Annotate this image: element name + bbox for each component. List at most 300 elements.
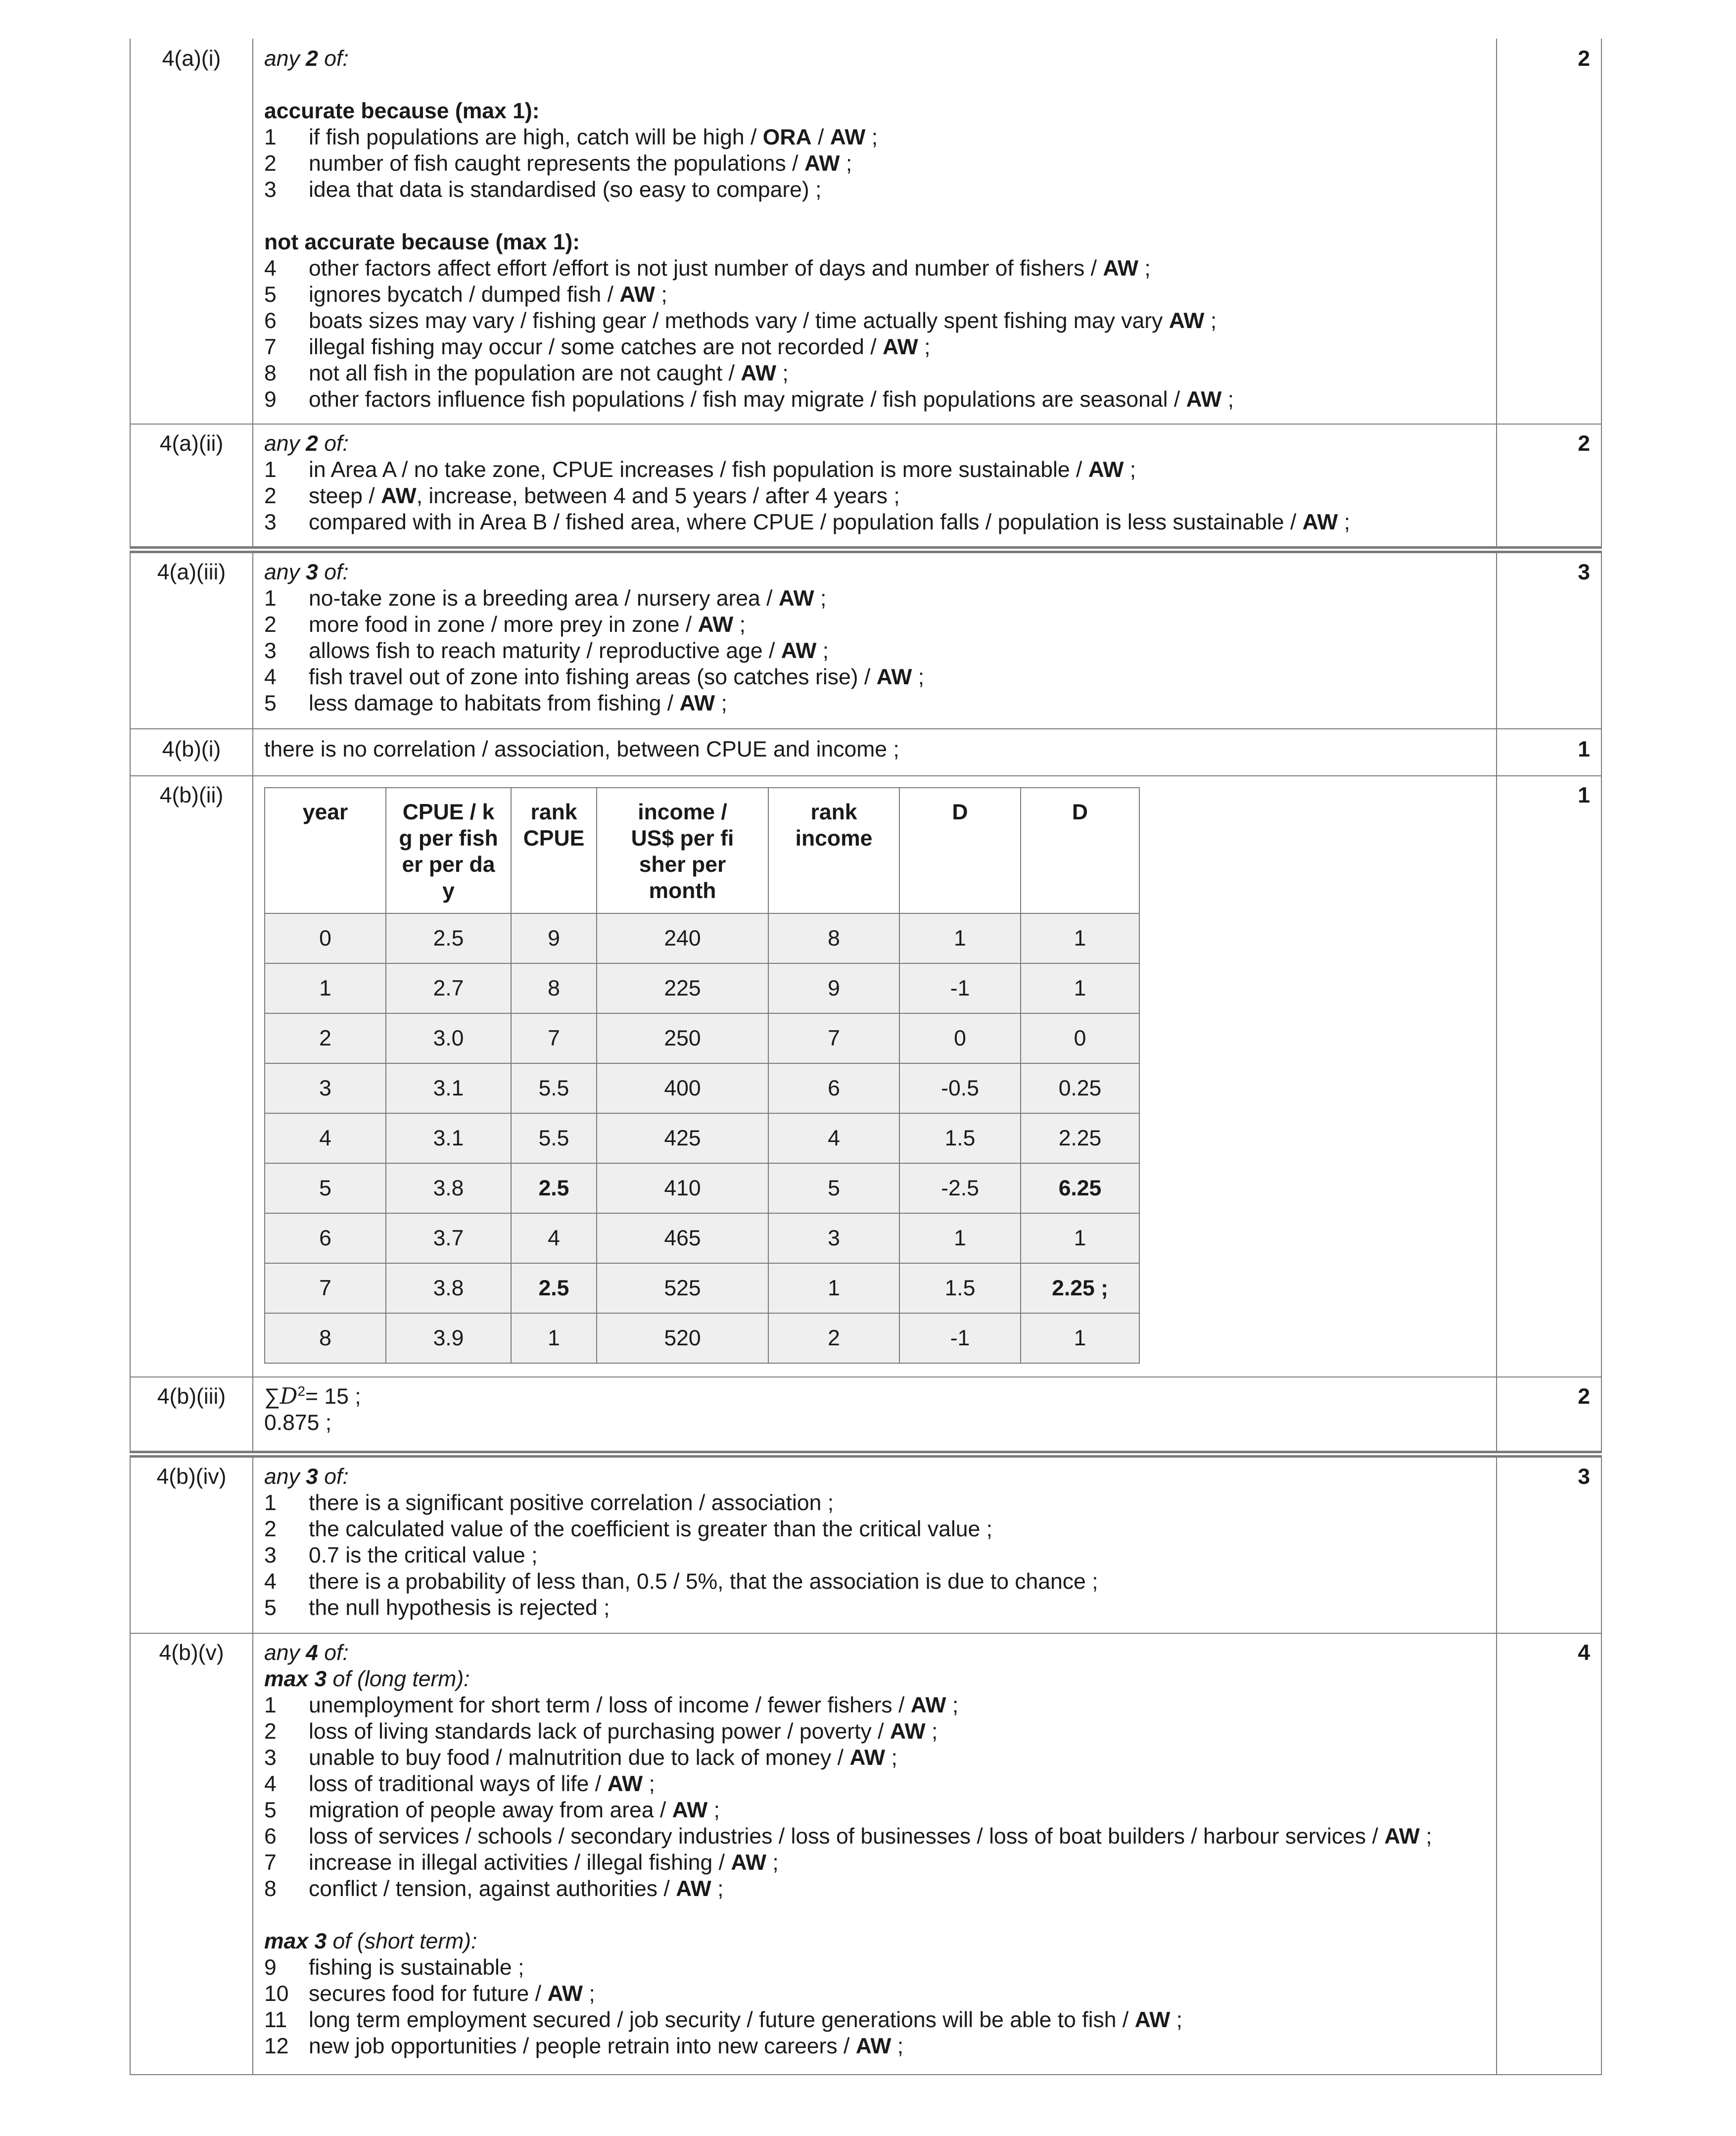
point-text-part: ; xyxy=(891,2034,904,2058)
table-cell: 410 xyxy=(597,1163,768,1213)
column-header xyxy=(511,788,597,913)
point-text-part: , increase, between 4 and 5 years / after 4 years ; xyxy=(416,484,900,508)
answer-point xyxy=(264,1490,1485,1516)
aw-marker: AW xyxy=(1302,510,1338,534)
answer-point xyxy=(264,1568,1485,1595)
aw-marker: AW xyxy=(607,1772,643,1796)
table-cell: 1 xyxy=(265,963,386,1013)
point-number: 1 xyxy=(264,125,277,149)
answer-cell xyxy=(253,39,1497,424)
point-number: 3 xyxy=(264,639,277,663)
column-header-line: rank xyxy=(530,800,577,824)
table-row xyxy=(265,1313,1139,1363)
aw-marker: AW xyxy=(547,1982,583,2006)
column-header-line: US$ per fi xyxy=(631,826,734,851)
point-number: 3 xyxy=(264,178,277,202)
aw-marker: AW xyxy=(830,125,866,149)
marks-cell xyxy=(1497,424,1601,550)
answer-content xyxy=(264,787,1485,1364)
answer-content xyxy=(264,39,1485,424)
point-text-part: new job opportunities / people retrain into new careers / xyxy=(309,2034,856,2058)
point-text-part: ; xyxy=(816,639,829,663)
answer-point xyxy=(264,612,1485,638)
point-text xyxy=(309,1981,595,2007)
column-header xyxy=(1021,788,1139,913)
aw-marker: ORA xyxy=(762,125,812,149)
aw-marker: AW xyxy=(876,665,912,689)
answer-point xyxy=(264,150,1485,177)
answer-point xyxy=(264,2033,1485,2059)
instruction-part: any xyxy=(264,431,306,456)
mark-scheme-table xyxy=(130,39,1602,2075)
table-cell: 2.5 xyxy=(511,1263,597,1313)
point-text xyxy=(309,638,829,664)
answer-point xyxy=(264,1771,1485,1797)
table-cell: 0 xyxy=(899,1013,1021,1063)
point-text xyxy=(309,1692,958,1718)
answer-point xyxy=(264,1876,1485,1902)
column-header-line: year xyxy=(302,800,348,824)
point-number: 1 xyxy=(264,1491,277,1515)
point-number: 8 xyxy=(264,1877,277,1901)
answer-point xyxy=(264,509,1485,535)
question-number-cell xyxy=(130,1633,253,2075)
aw-marker: AW xyxy=(679,691,715,715)
point-number: 5 xyxy=(264,1596,277,1620)
question-number: 4(a)(i) xyxy=(162,47,221,71)
point-text xyxy=(309,1595,610,1621)
point-text-part: long term employment secured / job security / future generations will be able to fish / xyxy=(309,2008,1135,2032)
table-header-row xyxy=(265,788,1139,913)
question-row xyxy=(130,424,1601,550)
point-text-part: unable to buy food / malnutrition due to lack of money / xyxy=(309,1746,850,1770)
point-text-part: more food in zone / more prey in zone / xyxy=(309,613,698,637)
column-header-line: month xyxy=(649,879,716,903)
answer-cell xyxy=(253,1454,1497,1633)
question-number: 4(b)(i) xyxy=(162,737,221,761)
table-row xyxy=(265,1213,1139,1263)
marks-value: 2 xyxy=(1578,47,1590,71)
instruction xyxy=(264,46,1485,72)
point-text xyxy=(309,386,1234,413)
point-number: 7 xyxy=(264,335,277,359)
column-header-line: CPUE / k xyxy=(402,800,495,824)
table-row xyxy=(265,963,1139,1013)
coefficient-value: 0.875 ; xyxy=(264,1411,332,1435)
sub-instruction-max: max 3 xyxy=(264,1667,327,1691)
instruction-count: 3 xyxy=(306,560,318,584)
point-text-part: ; xyxy=(1138,256,1151,281)
answer-point xyxy=(264,1542,1485,1568)
point-number: 2 xyxy=(264,613,277,637)
spearman-rank-table xyxy=(264,787,1140,1364)
table-cell: 8 xyxy=(768,913,899,963)
point-number: 6 xyxy=(264,1824,277,1849)
sub-instruction xyxy=(264,1928,1485,1954)
question-number: 4(a)(ii) xyxy=(159,431,224,456)
point-text-part: less damage to habitats from fishing / xyxy=(309,691,680,715)
point-number: 4 xyxy=(264,256,277,281)
question-number-cell xyxy=(130,1454,253,1633)
point-text-part: ; xyxy=(711,1877,724,1901)
aw-marker: AW xyxy=(883,335,918,359)
point-text xyxy=(309,1490,834,1516)
point-number: 1 xyxy=(264,458,277,482)
point-number: 2 xyxy=(264,484,277,508)
column-header-line: g per fish xyxy=(399,826,498,851)
point-text xyxy=(309,457,1136,483)
marks-cell xyxy=(1497,39,1601,424)
point-text-part: fish travel out of zone into fishing areas (so catches rise) / xyxy=(309,665,877,689)
spacer xyxy=(264,203,1485,229)
point-text-part: loss of traditional ways of life / xyxy=(309,1772,608,1796)
table-cell: 1.5 xyxy=(899,1113,1021,1163)
table-cell: 1 xyxy=(1021,963,1139,1013)
column-header-line: sher per xyxy=(639,853,726,877)
table-cell: 1 xyxy=(1021,1213,1139,1263)
point-text xyxy=(309,124,878,150)
point-text xyxy=(309,1771,655,1797)
sum-value: = 15 ; xyxy=(305,1384,361,1409)
table-cell: -1 xyxy=(899,1313,1021,1363)
table-cell: 5 xyxy=(768,1163,899,1213)
table-cell: 9 xyxy=(511,913,597,963)
aw-marker: AW xyxy=(380,484,417,508)
point-text xyxy=(309,360,789,386)
point-text xyxy=(309,483,900,509)
table-cell: 1 xyxy=(899,913,1021,963)
point-text-part: the calculated value of the coefficient is greater than the critical value ; xyxy=(309,1517,992,1541)
point-text-part: loss of services / schools / secondary industries / loss of businesses / loss of boat builders / harbour services / xyxy=(309,1824,1385,1849)
point-number: 9 xyxy=(264,1955,277,1980)
point-text-part: ; xyxy=(912,665,925,689)
answer-point xyxy=(264,1797,1485,1823)
answer-point xyxy=(264,1692,1485,1718)
point-text-part: ; xyxy=(918,335,931,359)
point-text xyxy=(309,334,930,360)
point-text xyxy=(309,690,727,716)
answer-cell xyxy=(253,1633,1497,2075)
sum-variable: D xyxy=(280,1384,298,1409)
table-cell: 1 xyxy=(1021,1313,1139,1363)
point-number: 12 xyxy=(264,2034,289,2058)
question-row xyxy=(130,550,1601,729)
point-text-part: ; xyxy=(946,1693,959,1717)
point-number: 1 xyxy=(264,586,277,611)
table-cell: 1 xyxy=(511,1313,597,1363)
question-row xyxy=(130,1454,1601,1633)
aw-marker: AW xyxy=(741,361,776,385)
point-number: 2 xyxy=(264,1719,277,1744)
answer-point xyxy=(264,664,1485,690)
table-cell: 1 xyxy=(768,1263,899,1313)
aw-marker: AW xyxy=(1169,309,1205,333)
table-row xyxy=(265,1263,1139,1313)
marks-value: 1 xyxy=(1578,737,1590,761)
point-text-part: ; xyxy=(1338,510,1350,534)
instruction xyxy=(264,1464,1485,1490)
point-text xyxy=(309,1823,1432,1850)
table-row xyxy=(265,1113,1139,1163)
table-cell: 1.5 xyxy=(899,1263,1021,1313)
question-number: 4(b)(iv) xyxy=(156,1465,227,1489)
answer-cell xyxy=(253,729,1497,776)
point-number: 9 xyxy=(264,387,277,412)
point-text xyxy=(309,1745,897,1771)
table-cell: 8 xyxy=(265,1313,386,1363)
answer-cell xyxy=(253,1377,1497,1454)
table-cell: 5.5 xyxy=(511,1113,597,1163)
point-text xyxy=(309,1516,992,1542)
point-text-part: steep / xyxy=(309,484,381,508)
answer-point xyxy=(264,1595,1485,1621)
point-text-part: increase in illegal activities / illegal fishing / xyxy=(309,1851,731,1875)
point-text-part: unemployment for short term / loss of income / fewer fishers / xyxy=(309,1693,911,1717)
spacer xyxy=(264,72,1485,98)
point-text xyxy=(309,2007,1182,2033)
answer-text: there is no correlation / association, between CPUE and income ; xyxy=(264,737,899,761)
point-text-part: idea that data is standardised (so easy to compare) ; xyxy=(309,178,822,202)
answer-cell xyxy=(253,550,1497,729)
table-cell: 3.1 xyxy=(386,1063,511,1113)
point-text-part: ignores bycatch / dumped fish / xyxy=(309,283,620,307)
point-text xyxy=(309,177,821,203)
table-cell: 3 xyxy=(265,1063,386,1113)
marks-cell xyxy=(1497,1377,1601,1454)
point-number: 5 xyxy=(264,283,277,307)
mark-scheme-page xyxy=(130,39,1602,2075)
table-cell: 2 xyxy=(265,1013,386,1063)
table-cell: 225 xyxy=(597,963,768,1013)
marks-value: 3 xyxy=(1578,1465,1590,1489)
marks-value: 1 xyxy=(1578,783,1590,807)
section-heading: not accurate because (max 1): xyxy=(264,230,580,254)
answer-point xyxy=(264,334,1485,360)
marks-cell xyxy=(1497,1633,1601,2075)
sub-instruction xyxy=(264,1666,1485,1692)
point-number: 2 xyxy=(264,151,277,176)
point-number: 1 xyxy=(264,1693,277,1717)
point-text xyxy=(309,509,1350,535)
point-text xyxy=(309,1954,524,1981)
answer-point xyxy=(264,386,1485,413)
table-cell: 8 xyxy=(511,963,597,1013)
table-cell: 6 xyxy=(265,1213,386,1263)
table-cell: 0 xyxy=(265,913,386,963)
instruction xyxy=(264,1640,1485,1666)
instruction-part: of: xyxy=(318,560,349,584)
sum-symbol: ∑ xyxy=(264,1384,280,1409)
question-number-cell xyxy=(130,1377,253,1454)
point-text-part: fishing is sustainable ; xyxy=(309,1955,524,1980)
point-text xyxy=(309,1718,938,1745)
column-header xyxy=(597,788,768,913)
point-text-part: ; xyxy=(766,1851,779,1875)
aw-marker: AW xyxy=(619,283,655,307)
table-row xyxy=(265,1063,1139,1113)
point-text-part: ; xyxy=(583,1982,595,2006)
question-number-cell xyxy=(130,729,253,776)
table-cell: 2.25 ; xyxy=(1021,1263,1139,1313)
aw-marker: AW xyxy=(1134,2008,1171,2032)
point-number: 5 xyxy=(264,691,277,715)
marks-cell xyxy=(1497,550,1601,729)
table-cell: 520 xyxy=(597,1313,768,1363)
table-cell: 2.5 xyxy=(511,1163,597,1213)
column-header-line: CPUE xyxy=(523,826,585,851)
column-header-line: D xyxy=(1072,800,1088,824)
point-number: 4 xyxy=(264,665,277,689)
question-number-cell xyxy=(130,776,253,1377)
point-number: 2 xyxy=(264,1517,277,1541)
point-text-part: ; xyxy=(1170,2008,1182,2032)
point-text-part: there is a probability of less than, 0.5 / 5%, that the association is due to chance ; xyxy=(309,1569,1098,1594)
table-cell: 3.8 xyxy=(386,1163,511,1213)
point-text-part: illegal fishing may occur / some catches are not recorded / xyxy=(309,335,883,359)
point-text xyxy=(309,1568,1098,1595)
point-text-part: ; xyxy=(776,361,789,385)
instruction-count: 3 xyxy=(306,1465,318,1489)
point-text-part: ; xyxy=(840,151,852,176)
marks-value: 2 xyxy=(1578,1384,1590,1409)
point-number: 11 xyxy=(264,2008,287,2032)
table-cell: 5.5 xyxy=(511,1063,597,1113)
aw-marker: AW xyxy=(672,1798,708,1822)
answer-point xyxy=(264,308,1485,334)
marks-cell xyxy=(1497,1454,1601,1633)
instruction-part: of: xyxy=(318,1465,349,1489)
table-cell: 3.7 xyxy=(386,1213,511,1263)
aw-marker: AW xyxy=(698,613,734,637)
table-cell: 5 xyxy=(265,1163,386,1213)
point-text-part: ; xyxy=(1124,458,1136,482)
instruction-part: of: xyxy=(318,47,349,71)
table-cell: -2.5 xyxy=(899,1163,1021,1213)
question-row xyxy=(130,1377,1601,1454)
table-cell: 3 xyxy=(768,1213,899,1263)
instruction-part: of: xyxy=(318,1641,349,1665)
point-number: 5 xyxy=(264,1798,277,1822)
question-number-cell xyxy=(130,39,253,424)
point-text-part: ; xyxy=(814,586,827,611)
answer-point xyxy=(264,282,1485,308)
point-text xyxy=(309,1797,720,1823)
answer-point xyxy=(264,457,1485,483)
table-cell: 6.25 xyxy=(1021,1163,1139,1213)
answer-point xyxy=(264,638,1485,664)
table-cell: 0 xyxy=(1021,1013,1139,1063)
question-row xyxy=(130,39,1601,424)
point-number: 8 xyxy=(264,361,277,385)
column-header xyxy=(265,788,386,913)
answer-point xyxy=(264,2007,1485,2033)
answer-content xyxy=(264,553,1485,728)
aw-marker: AW xyxy=(781,639,817,663)
point-text-part: there is a significant positive correlation / association ; xyxy=(309,1491,834,1515)
instruction-part: any xyxy=(264,1641,306,1665)
point-text-part: number of fish caught represents the populations / xyxy=(309,151,804,176)
table-cell: 1 xyxy=(899,1213,1021,1263)
point-text-part: other factors affect effort /effort is not just number of days and number of fishers / xyxy=(309,256,1103,281)
answer-point xyxy=(264,690,1485,716)
point-text-part: compared with in Area B / fished area, where CPUE / population falls / population is less sustainable / xyxy=(309,510,1303,534)
table-cell: 425 xyxy=(597,1113,768,1163)
point-text-part: ; xyxy=(925,1719,938,1744)
aw-marker: AW xyxy=(890,1719,926,1744)
point-number: 10 xyxy=(264,1982,289,2006)
table-cell: 9 xyxy=(768,963,899,1013)
table-cell: -0.5 xyxy=(899,1063,1021,1113)
table-cell: 250 xyxy=(597,1013,768,1063)
answer-point xyxy=(264,1850,1485,1876)
table-cell: 2.5 xyxy=(386,913,511,963)
point-text-part: in Area A / no take zone, CPUE increases / fish population is more sustainable / xyxy=(309,458,1088,482)
point-text xyxy=(309,150,852,177)
answer-point xyxy=(264,585,1485,612)
question-number: 4(b)(ii) xyxy=(159,783,224,807)
instruction-count: 2 xyxy=(306,431,318,456)
answer-point xyxy=(264,124,1485,150)
table-cell: 0.25 xyxy=(1021,1063,1139,1113)
sub-instruction-max: max 3 xyxy=(264,1929,327,1953)
point-text-part: no-take zone is a breeding area / nursery area / xyxy=(309,586,779,611)
question-row xyxy=(130,1633,1601,2075)
point-text-part: ; xyxy=(707,1798,720,1822)
aw-marker: AW xyxy=(731,1851,767,1875)
point-number: 3 xyxy=(264,1543,277,1567)
table-cell: 6 xyxy=(768,1063,899,1113)
aw-marker: AW xyxy=(778,586,814,611)
aw-marker: AW xyxy=(1186,387,1222,412)
answer-cell xyxy=(253,776,1497,1377)
point-text xyxy=(309,1850,779,1876)
point-text-part: ; xyxy=(643,1772,655,1796)
point-text-part: ; xyxy=(865,125,878,149)
point-text-part: migration of people away from area / xyxy=(309,1798,672,1822)
point-text xyxy=(309,2033,903,2059)
sum-line xyxy=(264,1383,1485,1410)
table-cell: 400 xyxy=(597,1063,768,1113)
aw-marker: AW xyxy=(676,1877,711,1901)
point-text-part: not all fish in the population are not caught / xyxy=(309,361,741,385)
answer-point xyxy=(264,1981,1485,2007)
column-header-line: er per da xyxy=(402,853,495,877)
point-text xyxy=(309,612,746,638)
question-number-cell xyxy=(130,424,253,550)
point-text-part: ; xyxy=(1419,1824,1432,1849)
question-number: 4(a)(iii) xyxy=(157,560,226,584)
column-header xyxy=(768,788,899,913)
table-cell: 3.8 xyxy=(386,1263,511,1313)
question-number: 4(b)(v) xyxy=(159,1641,224,1665)
aw-marker: AW xyxy=(1088,458,1124,482)
answer-point xyxy=(264,177,1485,203)
table-cell: 4 xyxy=(265,1113,386,1163)
answer-point xyxy=(264,255,1485,282)
table-cell: 2.7 xyxy=(386,963,511,1013)
aw-marker: AW xyxy=(1103,256,1138,281)
column-header-line: income / xyxy=(638,800,727,824)
answer-point xyxy=(264,1745,1485,1771)
section-heading: accurate because (max 1): xyxy=(264,99,540,123)
point-text-part: ; xyxy=(885,1746,897,1770)
point-text-part: secures food for future / xyxy=(309,1982,548,2006)
marks-cell xyxy=(1497,776,1601,1377)
instruction-part: of: xyxy=(318,431,349,456)
table-cell: 4 xyxy=(768,1113,899,1163)
point-text-part: the null hypothesis is rejected ; xyxy=(309,1596,610,1620)
table-cell: 465 xyxy=(597,1213,768,1263)
